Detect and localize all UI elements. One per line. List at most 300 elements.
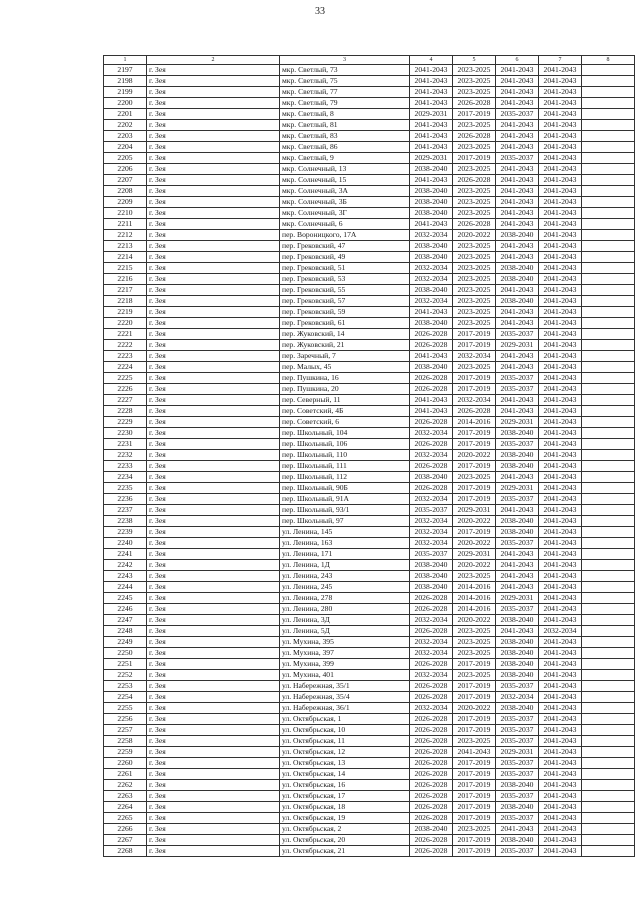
row-number-cell: 2211	[104, 219, 147, 230]
table-row	[104, 142, 635, 153]
period-cell-2: 2041-2043	[453, 747, 496, 758]
note-cell	[582, 703, 635, 714]
locality-cell: г. Зея	[147, 197, 280, 208]
period-cell-3: 2038-2040	[496, 703, 539, 714]
address-cell: ул. Октябрьская, 2	[280, 824, 410, 835]
period-cell-4: 2041-2043	[539, 109, 582, 120]
period-cell-2: 2020-2022	[453, 703, 496, 714]
row-number-cell: 2219	[104, 307, 147, 318]
table-row	[104, 153, 635, 164]
row-number-cell: 2203	[104, 131, 147, 142]
period-cell-2: 2023-2025	[453, 252, 496, 263]
note-cell	[582, 131, 635, 142]
period-cell-4: 2041-2043	[539, 186, 582, 197]
period-cell-2: 2017-2019	[453, 373, 496, 384]
table-row	[104, 329, 635, 340]
locality-cell: г. Зея	[147, 241, 280, 252]
locality-cell: г. Зея	[147, 527, 280, 538]
period-cell-4: 2041-2043	[539, 593, 582, 604]
address-cell: пер. Школьный, 97	[280, 516, 410, 527]
column-header-2: 2	[147, 56, 280, 65]
period-cell-2: 2023-2025	[453, 241, 496, 252]
period-cell-2: 2023-2025	[453, 208, 496, 219]
table-row	[104, 65, 635, 76]
period-cell-1: 2026-2028	[410, 736, 453, 747]
table-row	[104, 219, 635, 230]
period-cell-1: 2032-2034	[410, 296, 453, 307]
row-number-cell: 2200	[104, 98, 147, 109]
row-number-cell: 2205	[104, 153, 147, 164]
data-table	[103, 55, 635, 857]
period-cell-1: 2032-2034	[410, 670, 453, 681]
note-cell	[582, 648, 635, 659]
period-cell-2: 2017-2019	[453, 329, 496, 340]
period-cell-3: 2035-2037	[496, 736, 539, 747]
period-cell-2: 2014-2016	[453, 582, 496, 593]
period-cell-1: 2041-2043	[410, 142, 453, 153]
table-row	[104, 252, 635, 263]
table-row	[104, 439, 635, 450]
period-cell-1: 2032-2034	[410, 527, 453, 538]
period-cell-1: 2035-2037	[410, 505, 453, 516]
row-number-cell: 2208	[104, 186, 147, 197]
period-cell-4: 2041-2043	[539, 516, 582, 527]
period-cell-1: 2041-2043	[410, 65, 453, 76]
period-cell-1: 2038-2040	[410, 560, 453, 571]
period-cell-1: 2026-2028	[410, 813, 453, 824]
note-cell	[582, 670, 635, 681]
period-cell-4: 2041-2043	[539, 87, 582, 98]
address-cell: пер. Школьный, 104	[280, 428, 410, 439]
locality-cell: г. Зея	[147, 791, 280, 802]
row-number-cell: 2210	[104, 208, 147, 219]
period-cell-2: 2023-2025	[453, 318, 496, 329]
note-cell	[582, 450, 635, 461]
table-row	[104, 307, 635, 318]
note-cell	[582, 406, 635, 417]
period-cell-4: 2041-2043	[539, 670, 582, 681]
period-cell-3: 2041-2043	[496, 351, 539, 362]
table-row	[104, 175, 635, 186]
period-cell-4: 2041-2043	[539, 549, 582, 560]
period-cell-2: 2020-2022	[453, 450, 496, 461]
address-cell: пер. Советский, 6	[280, 417, 410, 428]
row-number-cell: 2214	[104, 252, 147, 263]
period-cell-2: 2023-2025	[453, 571, 496, 582]
period-cell-4: 2041-2043	[539, 76, 582, 87]
address-cell: ул. Набережная, 35/1	[280, 681, 410, 692]
locality-cell: г. Зея	[147, 76, 280, 87]
row-number-cell: 2250	[104, 648, 147, 659]
row-number-cell: 2215	[104, 263, 147, 274]
locality-cell: г. Зея	[147, 824, 280, 835]
note-cell	[582, 637, 635, 648]
table-row	[104, 681, 635, 692]
locality-cell: г. Зея	[147, 626, 280, 637]
address-cell: мкр. Светлый, 75	[280, 76, 410, 87]
row-number-cell: 2198	[104, 76, 147, 87]
row-number-cell: 2237	[104, 505, 147, 516]
address-cell: пер. Грековский, 47	[280, 241, 410, 252]
locality-cell: г. Зея	[147, 98, 280, 109]
period-cell-4: 2041-2043	[539, 208, 582, 219]
period-cell-1: 2041-2043	[410, 76, 453, 87]
period-cell-1: 2026-2028	[410, 340, 453, 351]
period-cell-4: 2041-2043	[539, 582, 582, 593]
note-cell	[582, 142, 635, 153]
period-cell-2: 2017-2019	[453, 758, 496, 769]
period-cell-4: 2041-2043	[539, 505, 582, 516]
address-cell: пер. Заречный, 7	[280, 351, 410, 362]
address-cell: ул. Октябрьская, 13	[280, 758, 410, 769]
address-cell: пер. Грековский, 51	[280, 263, 410, 274]
period-cell-1: 2038-2040	[410, 362, 453, 373]
period-cell-1: 2041-2043	[410, 87, 453, 98]
locality-cell: г. Зея	[147, 538, 280, 549]
period-cell-2: 2023-2025	[453, 120, 496, 131]
row-number-cell: 2257	[104, 725, 147, 736]
period-cell-1: 2032-2034	[410, 648, 453, 659]
locality-cell: г. Зея	[147, 450, 280, 461]
locality-cell: г. Зея	[147, 472, 280, 483]
locality-cell: г. Зея	[147, 318, 280, 329]
period-cell-3: 2035-2037	[496, 153, 539, 164]
row-number-cell: 2225	[104, 373, 147, 384]
row-number-cell: 2264	[104, 802, 147, 813]
period-cell-2: 2023-2025	[453, 296, 496, 307]
period-cell-2: 2017-2019	[453, 428, 496, 439]
locality-cell: г. Зея	[147, 670, 280, 681]
period-cell-1: 2026-2028	[410, 725, 453, 736]
table-row	[104, 626, 635, 637]
note-cell	[582, 516, 635, 527]
period-cell-3: 2041-2043	[496, 186, 539, 197]
table-row	[104, 417, 635, 428]
table-row	[104, 549, 635, 560]
period-cell-2: 2023-2025	[453, 637, 496, 648]
period-cell-1: 2038-2040	[410, 197, 453, 208]
period-cell-4: 2041-2043	[539, 406, 582, 417]
address-cell: пер. Вороницкого, 17А	[280, 230, 410, 241]
period-cell-1: 2026-2028	[410, 835, 453, 846]
period-cell-1: 2041-2043	[410, 219, 453, 230]
locality-cell: г. Зея	[147, 659, 280, 670]
period-cell-2: 2029-2031	[453, 505, 496, 516]
period-cell-2: 2017-2019	[453, 527, 496, 538]
address-cell: мкр. Светлый, 77	[280, 87, 410, 98]
period-cell-4: 2041-2043	[539, 142, 582, 153]
row-number-cell: 2240	[104, 538, 147, 549]
note-cell	[582, 626, 635, 637]
locality-cell: г. Зея	[147, 406, 280, 417]
period-cell-4: 2041-2043	[539, 648, 582, 659]
period-cell-1: 2041-2043	[410, 131, 453, 142]
period-cell-3: 2029-2031	[496, 417, 539, 428]
note-cell	[582, 428, 635, 439]
note-cell	[582, 373, 635, 384]
period-cell-1: 2038-2040	[410, 252, 453, 263]
period-cell-2: 2023-2025	[453, 307, 496, 318]
row-number-cell: 2241	[104, 549, 147, 560]
note-cell	[582, 340, 635, 351]
note-cell	[582, 571, 635, 582]
row-number-cell: 2228	[104, 406, 147, 417]
note-cell	[582, 219, 635, 230]
period-cell-3: 2041-2043	[496, 472, 539, 483]
address-cell: пер. Школьный, 112	[280, 472, 410, 483]
table-row	[104, 461, 635, 472]
note-cell	[582, 736, 635, 747]
period-cell-2: 2017-2019	[453, 681, 496, 692]
address-cell: мкр. Солнечный, 6	[280, 219, 410, 230]
table-row	[104, 384, 635, 395]
table-row	[104, 263, 635, 274]
locality-cell: г. Зея	[147, 131, 280, 142]
address-cell: ул. Октябрьская, 17	[280, 791, 410, 802]
row-number-cell: 2230	[104, 428, 147, 439]
period-cell-4: 2041-2043	[539, 824, 582, 835]
period-cell-4: 2041-2043	[539, 747, 582, 758]
table-row	[104, 615, 635, 626]
note-cell	[582, 494, 635, 505]
table-row	[104, 835, 635, 846]
locality-cell: г. Зея	[147, 153, 280, 164]
row-number-cell: 2209	[104, 197, 147, 208]
period-cell-1: 2032-2034	[410, 615, 453, 626]
period-cell-3: 2038-2040	[496, 428, 539, 439]
period-cell-2: 2014-2016	[453, 417, 496, 428]
period-cell-2: 2017-2019	[453, 835, 496, 846]
period-cell-4: 2041-2043	[539, 362, 582, 373]
period-cell-3: 2032-2034	[496, 692, 539, 703]
note-cell	[582, 725, 635, 736]
period-cell-4: 2041-2043	[539, 263, 582, 274]
period-cell-3: 2041-2043	[496, 307, 539, 318]
period-cell-2: 2023-2025	[453, 87, 496, 98]
period-cell-1: 2038-2040	[410, 186, 453, 197]
locality-cell: г. Зея	[147, 648, 280, 659]
locality-cell: г. Зея	[147, 65, 280, 76]
note-cell	[582, 76, 635, 87]
table-row	[104, 670, 635, 681]
row-number-cell: 2260	[104, 758, 147, 769]
row-number-cell: 2212	[104, 230, 147, 241]
period-cell-3: 2035-2037	[496, 384, 539, 395]
period-cell-1: 2026-2028	[410, 593, 453, 604]
table-row	[104, 846, 635, 857]
period-cell-2: 2023-2025	[453, 472, 496, 483]
period-cell-3: 2035-2037	[496, 494, 539, 505]
period-cell-4: 2041-2043	[539, 527, 582, 538]
locality-cell: г. Зея	[147, 802, 280, 813]
row-number-cell: 2248	[104, 626, 147, 637]
table-row	[104, 813, 635, 824]
locality-cell: г. Зея	[147, 109, 280, 120]
table-row	[104, 186, 635, 197]
period-cell-3: 2038-2040	[496, 835, 539, 846]
address-cell: пер. Пушкина, 20	[280, 384, 410, 395]
period-cell-2: 2023-2025	[453, 186, 496, 197]
period-cell-4: 2041-2043	[539, 736, 582, 747]
row-number-cell: 2197	[104, 65, 147, 76]
period-cell-2: 2026-2028	[453, 219, 496, 230]
period-cell-4: 2041-2043	[539, 461, 582, 472]
address-cell: мкр. Светлый, 86	[280, 142, 410, 153]
table-row	[104, 758, 635, 769]
locality-cell: г. Зея	[147, 835, 280, 846]
row-number-cell: 2265	[104, 813, 147, 824]
locality-cell: г. Зея	[147, 175, 280, 186]
period-cell-1: 2032-2034	[410, 428, 453, 439]
table-row	[104, 692, 635, 703]
period-cell-2: 2023-2025	[453, 626, 496, 637]
row-number-cell: 2229	[104, 417, 147, 428]
period-cell-1: 2032-2034	[410, 516, 453, 527]
row-number-cell: 2255	[104, 703, 147, 714]
address-cell: пер. Школьный, 91А	[280, 494, 410, 505]
period-cell-2: 2023-2025	[453, 197, 496, 208]
period-cell-2: 2032-2034	[453, 351, 496, 362]
period-cell-3: 2035-2037	[496, 714, 539, 725]
period-cell-1: 2041-2043	[410, 351, 453, 362]
address-cell: мкр. Светлый, 73	[280, 65, 410, 76]
period-cell-4: 2041-2043	[539, 813, 582, 824]
address-cell: ул. Ленина, 5Д	[280, 626, 410, 637]
period-cell-3: 2038-2040	[496, 648, 539, 659]
note-cell	[582, 307, 635, 318]
address-cell: ул. Ленина, 1Д	[280, 560, 410, 571]
note-cell	[582, 791, 635, 802]
period-cell-1: 2038-2040	[410, 571, 453, 582]
period-cell-3: 2041-2043	[496, 197, 539, 208]
row-number-cell: 2201	[104, 109, 147, 120]
note-cell	[582, 758, 635, 769]
address-cell: ул. Октябрьская, 19	[280, 813, 410, 824]
locality-cell: г. Зея	[147, 329, 280, 340]
period-cell-4: 2041-2043	[539, 637, 582, 648]
period-cell-3: 2029-2031	[496, 340, 539, 351]
page-number: 33	[315, 6, 325, 17]
locality-cell: г. Зея	[147, 373, 280, 384]
table-row	[104, 274, 635, 285]
period-cell-1: 2038-2040	[410, 208, 453, 219]
period-cell-2: 2032-2034	[453, 395, 496, 406]
note-cell	[582, 186, 635, 197]
period-cell-3: 2041-2043	[496, 219, 539, 230]
note-cell	[582, 318, 635, 329]
locality-cell: г. Зея	[147, 494, 280, 505]
period-cell-1: 2026-2028	[410, 846, 453, 857]
address-cell: мкр. Светлый, 79	[280, 98, 410, 109]
period-cell-1: 2032-2034	[410, 703, 453, 714]
period-cell-2: 2017-2019	[453, 461, 496, 472]
column-header-3: 3	[280, 56, 410, 65]
period-cell-1: 2026-2028	[410, 461, 453, 472]
period-cell-1: 2026-2028	[410, 791, 453, 802]
period-cell-4: 2032-2034	[539, 626, 582, 637]
column-header-7: 7	[539, 56, 582, 65]
address-cell: пер. Малых, 45	[280, 362, 410, 373]
period-cell-4: 2041-2043	[539, 615, 582, 626]
locality-cell: г. Зея	[147, 846, 280, 857]
period-cell-2: 2017-2019	[453, 791, 496, 802]
note-cell	[582, 549, 635, 560]
address-cell: пер. Грековский, 55	[280, 285, 410, 296]
locality-cell: г. Зея	[147, 736, 280, 747]
note-cell	[582, 483, 635, 494]
address-cell: ул. Октябрьская, 10	[280, 725, 410, 736]
note-cell	[582, 208, 635, 219]
period-cell-3: 2038-2040	[496, 516, 539, 527]
period-cell-4: 2041-2043	[539, 329, 582, 340]
period-cell-1: 2029-2031	[410, 153, 453, 164]
period-cell-4: 2041-2043	[539, 373, 582, 384]
row-number-cell: 2258	[104, 736, 147, 747]
period-cell-4: 2041-2043	[539, 769, 582, 780]
address-cell: мкр. Светлый, 83	[280, 131, 410, 142]
address-cell: ул. Мухина, 399	[280, 659, 410, 670]
period-cell-4: 2041-2043	[539, 703, 582, 714]
period-cell-2: 2017-2019	[453, 692, 496, 703]
locality-cell: г. Зея	[147, 120, 280, 131]
table-row	[104, 406, 635, 417]
row-number-cell: 2227	[104, 395, 147, 406]
locality-cell: г. Зея	[147, 461, 280, 472]
table-row	[104, 98, 635, 109]
period-cell-3: 2041-2043	[496, 241, 539, 252]
note-cell	[582, 846, 635, 857]
period-cell-2: 2017-2019	[453, 439, 496, 450]
period-cell-1: 2038-2040	[410, 472, 453, 483]
period-cell-3: 2041-2043	[496, 98, 539, 109]
period-cell-1: 2032-2034	[410, 230, 453, 241]
table-row	[104, 659, 635, 670]
row-number-cell: 2207	[104, 175, 147, 186]
note-cell	[582, 164, 635, 175]
period-cell-2: 2017-2019	[453, 340, 496, 351]
period-cell-1: 2026-2028	[410, 604, 453, 615]
period-cell-3: 2041-2043	[496, 582, 539, 593]
table-row	[104, 769, 635, 780]
note-cell	[582, 714, 635, 725]
period-cell-4: 2041-2043	[539, 241, 582, 252]
address-cell: пер. Школьный, 111	[280, 461, 410, 472]
period-cell-4: 2041-2043	[539, 692, 582, 703]
note-cell	[582, 175, 635, 186]
period-cell-1: 2026-2028	[410, 769, 453, 780]
period-cell-2: 2017-2019	[453, 780, 496, 791]
table-row	[104, 351, 635, 362]
locality-cell: г. Зея	[147, 219, 280, 230]
address-cell: пер. Школьный, 93/1	[280, 505, 410, 516]
period-cell-4: 2041-2043	[539, 131, 582, 142]
address-cell: ул. Мухина, 401	[280, 670, 410, 681]
period-cell-2: 2017-2019	[453, 813, 496, 824]
note-cell	[582, 659, 635, 670]
column-header-8: 8	[582, 56, 635, 65]
period-cell-2: 2023-2025	[453, 648, 496, 659]
locality-cell: г. Зея	[147, 758, 280, 769]
period-cell-3: 2038-2040	[496, 659, 539, 670]
note-cell	[582, 439, 635, 450]
period-cell-3: 2035-2037	[496, 681, 539, 692]
locality-cell: г. Зея	[147, 780, 280, 791]
period-cell-3: 2041-2043	[496, 362, 539, 373]
period-cell-3: 2029-2031	[496, 483, 539, 494]
period-cell-2: 2023-2025	[453, 65, 496, 76]
row-number-cell: 2216	[104, 274, 147, 285]
locality-cell: г. Зея	[147, 296, 280, 307]
